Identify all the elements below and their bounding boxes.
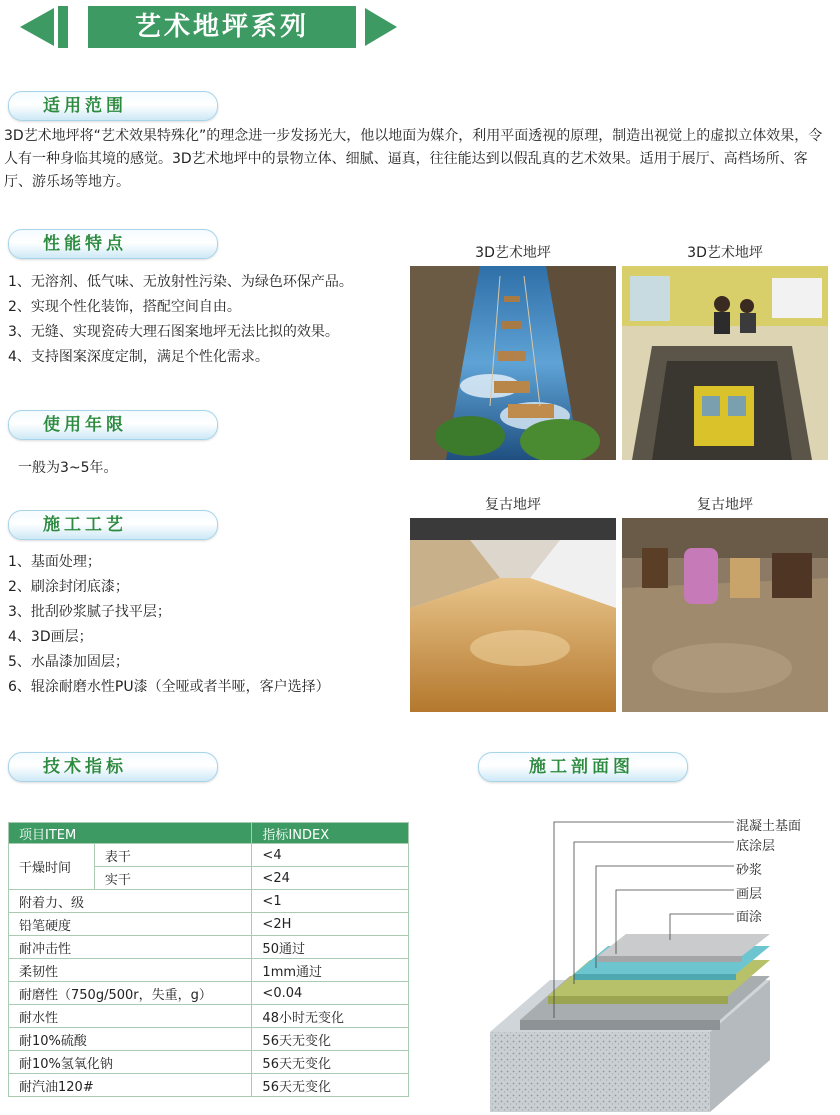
layer-label-primer: 底涂层 xyxy=(736,839,776,854)
list-item: 3、无缝、实现瓷砖大理石图案地坪无法比拟的效果。 xyxy=(8,324,339,340)
photo-retro-hall xyxy=(410,518,616,712)
table-cell: 耐汽油120# xyxy=(9,1074,252,1097)
section-heading-features: 性能特点 xyxy=(8,229,218,259)
layer-topcoat xyxy=(598,934,770,956)
process-list xyxy=(8,550,330,700)
table-cell: 56天无变化 xyxy=(252,1028,409,1051)
table-cell: 表干 xyxy=(94,844,252,867)
table-cell: 耐水性 xyxy=(9,1005,252,1028)
table-row xyxy=(9,982,409,1005)
table-cell: 耐10%硫酸 xyxy=(9,1028,252,1051)
table-header-row xyxy=(9,823,409,844)
section-heading-process: 施工工艺 xyxy=(8,510,218,540)
list-item: 5、水晶漆加固层； xyxy=(8,654,129,670)
table-row xyxy=(9,844,409,867)
table-cell: 耐10%氢氧化钠 xyxy=(9,1051,252,1074)
list-item: 1、无溶剂、低气味、无放射性污染、为绿色环保产品。 xyxy=(8,274,353,290)
table-row xyxy=(9,959,409,982)
lifespan-text: 一般为3~5年。 xyxy=(18,460,118,476)
photo-caption: 3D艺术地坪 xyxy=(475,245,551,261)
table-cell: 附着力、级 xyxy=(9,890,252,913)
layer-label-paint: 画层 xyxy=(736,887,763,902)
section-heading-specs: 技术指标 xyxy=(8,752,218,782)
table-cell: 耐冲击性 xyxy=(9,936,252,959)
table-cell: 耐磨性（750g/500r，失重，g） xyxy=(9,982,252,1005)
page-title: 艺术地坪系列 xyxy=(88,6,356,48)
list-item: 4、3D画层； xyxy=(8,629,93,645)
list-item: 6、辊涂耐磨水性PU漆（全哑或者半哑，客户选择） xyxy=(8,679,330,695)
table-cell: 1mm通过 xyxy=(252,959,409,982)
concrete-front xyxy=(490,1032,710,1112)
cross-section-diagram xyxy=(470,800,770,1112)
table-row xyxy=(9,913,409,936)
left-arrow-decoration xyxy=(20,6,68,48)
table-cell: 48小时无变化 xyxy=(252,1005,409,1028)
section-heading-diagram: 施工剖面图 xyxy=(478,752,688,782)
table-row xyxy=(9,936,409,959)
table-cell-drying: 干燥时间 xyxy=(9,844,95,890)
section-heading-lifespan: 使用年限 xyxy=(8,410,218,440)
table-cell: 50通过 xyxy=(252,936,409,959)
table-header-item: 项目ITEM xyxy=(9,823,252,844)
section-heading-scope: 适用范围 xyxy=(8,91,218,121)
scope-text: 3D艺术地坪将“艺术效果特殊化”的理念进一步发扬光大，他以地面为媒介，利用平面透视的原理，制造出视觉上的虚拟立体效果，令人有一种身临其境的感觉。3D艺术地坪中的景物立体、细腻、逼真，往往能达到以假乱真的艺术效果。适用于展厅、高档场所、客厅、游乐场等地方。 xyxy=(4,128,823,190)
table-cell: <0.04 xyxy=(252,982,409,1005)
list-item: 2、刷涂封闭底漆； xyxy=(8,579,129,595)
table-cell: 56天无变化 xyxy=(252,1074,409,1097)
photo-caption: 复古地坪 xyxy=(485,497,541,513)
table-row xyxy=(9,1051,409,1074)
layer-label-concrete: 混凝土基面 xyxy=(736,819,802,834)
list-item: 4、支持图案深度定制，满足个性化需求。 xyxy=(8,349,269,365)
table-row xyxy=(9,890,409,913)
layer-label-topcoat: 面涂 xyxy=(736,910,763,925)
layer-label-mortar: 砂浆 xyxy=(736,863,763,878)
right-arrow-decoration xyxy=(365,6,397,48)
table-row xyxy=(9,1074,409,1097)
photo-caption: 3D艺术地坪 xyxy=(687,245,763,261)
photo-retro-cafe xyxy=(622,518,828,712)
table-cell: 铅笔硬度 xyxy=(9,913,252,936)
table-cell: <1 xyxy=(252,890,409,913)
table-cell: <2H xyxy=(252,913,409,936)
list-item: 1、基面处理； xyxy=(8,554,101,570)
table-header-index: 指标INDEX xyxy=(252,823,409,844)
list-item: 2、实现个性化装饰，搭配空间自由。 xyxy=(8,299,241,315)
table-row xyxy=(9,1005,409,1028)
features-list xyxy=(8,270,353,370)
table-cell: <24 xyxy=(252,867,409,890)
spec-table xyxy=(8,822,409,1097)
table-cell: 56天无变化 xyxy=(252,1051,409,1074)
table-row xyxy=(9,1028,409,1051)
table-cell: 实干 xyxy=(94,867,252,890)
photo-3d-bridge xyxy=(410,266,616,460)
table-cell: 柔韧性 xyxy=(9,959,252,982)
table-cell: <4 xyxy=(252,844,409,867)
photo-3d-train xyxy=(622,266,828,460)
list-item: 3、批刮砂浆腻子找平层； xyxy=(8,604,171,620)
photo-caption: 复古地坪 xyxy=(697,497,753,513)
